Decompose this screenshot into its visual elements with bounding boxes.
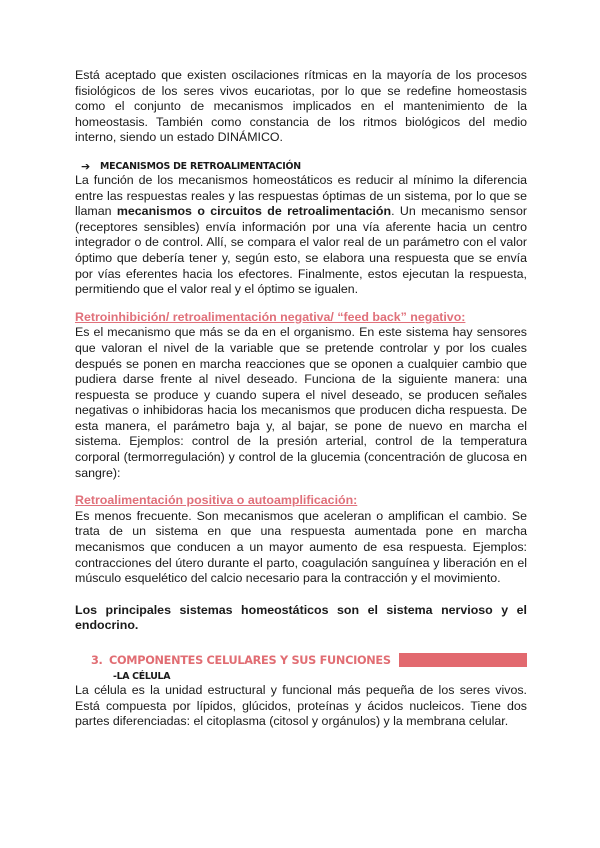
positive-feedback-heading: Retroalimentación positiva o autoamplificación:	[75, 493, 358, 508]
summary-paragraph: Los principales sistemas homeostáticos son el sistema nervioso y el endocrino.	[75, 602, 527, 633]
cell-subheading: -LA CÉLULA	[113, 671, 171, 682]
section-title: COMPONENTES CELULARES Y SUS FUNCIONES	[109, 653, 391, 667]
section-accent-bar	[399, 653, 527, 667]
mechanisms-subheading	[75, 160, 527, 173]
mechanisms-text-1: La función de los mecanismos homeostáticos es reducir al mínimo la diferencia entre las respuestas reales y las respuestas óptimas de un sistema, por lo que se llaman	[75, 172, 527, 219]
negative-feedback-paragraph: Es el mecanismo que más se da en el organismo. En este sistema hay sensores que valoran el nivel de la variable que se pretende controlar y por los cuales después se ponen en marcha reacciones que se oponen a cualquier cambio que pudiera darse frente al nivel deseado. Funciona de la siguiente manera: una respuesta se produce y cuando supera el nivel deseado, se producen señales negativas o inhibidoras hacia los mecanismos que producen dicha respuesta. De esta manera, el parámetro baja y, al bajar, se pone de nuevo en marcha el sistema. Ejemplos: control de la presión arterial, control de la temperatura corporal (termorregulación) y control de la glucemia (concentración de glucosa en sangre):	[75, 325, 527, 480]
mechanisms-heading-text: MECANISMOS DE RETROALIMENTACIÓN	[100, 160, 301, 172]
section-3-heading	[75, 652, 527, 668]
document-page	[75, 68, 527, 730]
mechanisms-bold-term: mecanismos o circuitos de retroalimentación	[116, 204, 392, 219]
negative-feedback-heading: Retroinhibición/ retroalimentación negativa/ “feed back” negativo:	[75, 309, 466, 324]
mechanisms-paragraph	[75, 173, 527, 298]
intro-paragraph: Está aceptado que existen oscilaciones rítmicas en la mayoría de los procesos fisiológicos de los seres vivos eucariotas, por lo que se redefine homeostasis como el conjunto de mecanismos implicados en el mantenimiento de la homeostasis. También como constancia de los ritmos biológicos del medio interno, siendo un estado DINÁMICO.	[75, 68, 527, 145]
arrow-icon: ➔	[81, 159, 91, 173]
mechanisms-text-2: . Un mecanismo sensor (receptores sensibles) envía información por una vía aferente hacia un centro integrador o de control. Allí, se compara el valor real de un parámetro con el valor óptimo que debería tener y, según esto, se elabora una respuesta que se envía por vías eferentes hacia los efectores. Finalmente, estos ejecutan la respuesta, permitiendo que el valor real y el óptimo se igualen.	[75, 204, 527, 297]
section-number: 3.	[91, 653, 103, 667]
positive-feedback-paragraph: Es menos frecuente. Son mecanismos que aceleran o amplifican el cambio. Se trata de un sistema en que una respuesta aumentada pone en marcha mecanismos que conducen a un mayor aumento de esa respuesta. Ejemplos: contracciones del útero durante el parto, coagulación sanguínea y liberación en el músculo esquelético del calcio necesario para la contracción y el movimiento.	[75, 508, 527, 586]
cell-paragraph: La célula es la unidad estructural y funcional más pequeña de los seres vivos. Está compuesta por lípidos, glúcidos, proteínas y ácidos nucleicos. Tiene dos partes diferenciadas: el citoplasma (citosol y orgánulos) y la membrana celular.	[75, 683, 527, 729]
